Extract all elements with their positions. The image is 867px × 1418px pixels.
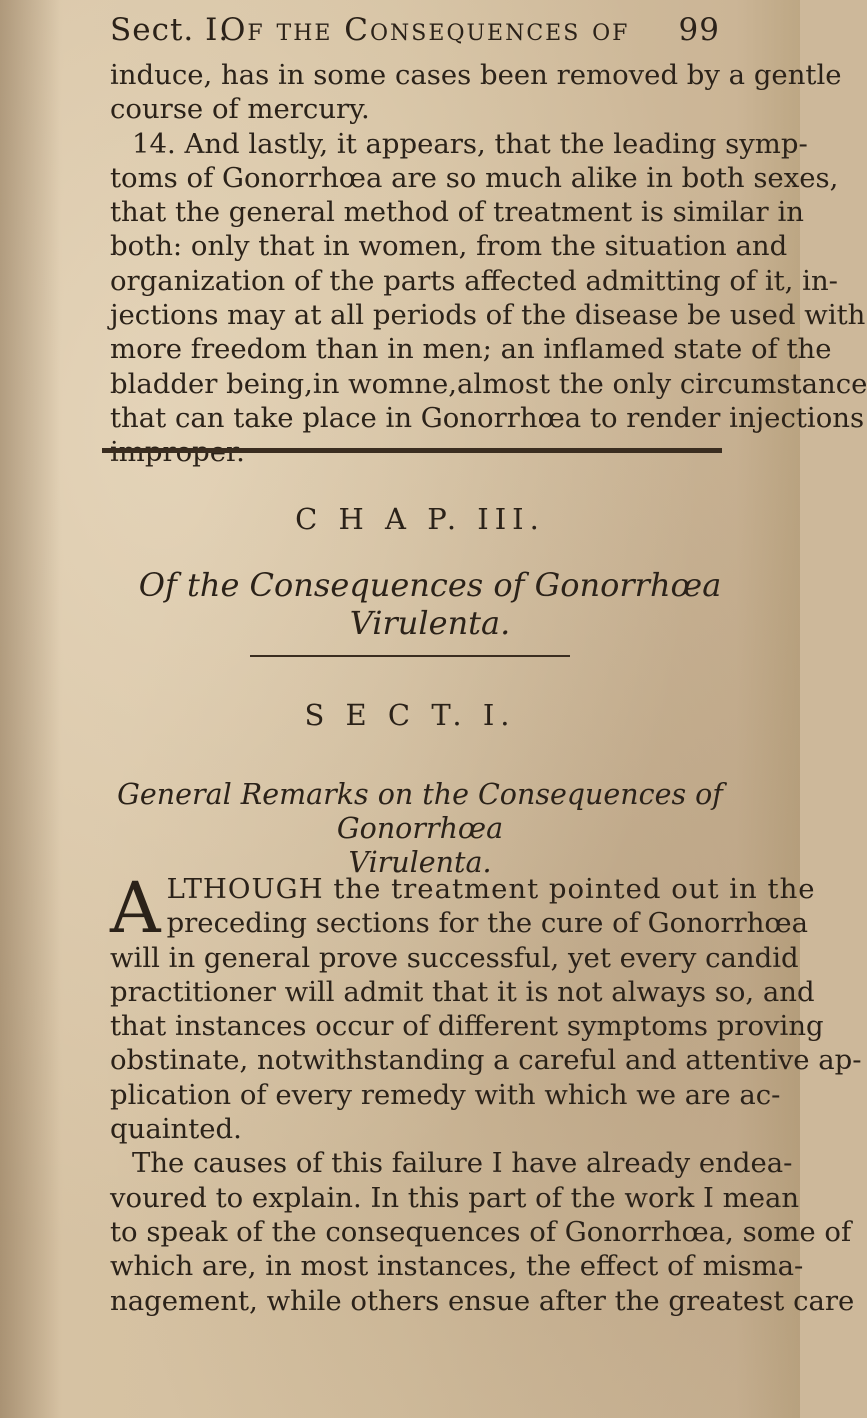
text-line: to speak of the consequences of Gonorrhœa, some of: [110, 1215, 852, 1248]
text-line: toms of Gonorrhœa are so much alike in both sexes,: [110, 161, 839, 194]
section-title-line: Virulenta.: [348, 846, 492, 879]
running-head-section: Sect. I.: [110, 12, 230, 48]
section-divider-rule: [250, 655, 570, 657]
text-line: preceding sections for the cure of Gonorrhœa: [166, 907, 809, 940]
text-line: that can take place in Gonorrhœa to render injections: [110, 401, 865, 434]
text-line: that the general method of treatment is similar in: [110, 196, 804, 229]
chapter-title: Of the Consequences of Gonorrhœa Virulenta.: [138, 566, 722, 642]
text-line: which are, in most instances, the effect of misma-: [110, 1250, 804, 1283]
text-line: induce, has in some cases been removed by a gentle: [110, 59, 842, 91]
page-number: 99: [678, 12, 720, 48]
text-line: plication of every remedy with which we are ac-: [110, 1078, 781, 1111]
chapter-heading: C H A P. III.: [295, 502, 545, 536]
text-line: LTHOUGH the treatment pointed out in the: [166, 873, 816, 905]
section-heading: S E C T. I.: [304, 698, 516, 732]
chapter-divider-rule: [102, 448, 722, 453]
text-line: more freedom than in men; an inflamed state of the: [110, 333, 832, 366]
text-line: The causes of this failure I have already endea-: [132, 1147, 793, 1180]
section-title-line: General Remarks on the Consequences of Gonorrhœa: [117, 778, 723, 845]
text-line: nagement, while others ensue after the greatest care: [110, 1284, 855, 1317]
continued-paragraph: [110, 58, 867, 470]
text-line: that instances occur of different symptoms proving: [110, 1010, 824, 1043]
text-line: will in general prove successful, yet every candid: [110, 941, 799, 974]
running-head-title: Of the Consequences of: [220, 12, 630, 48]
running-head: [110, 12, 720, 56]
text-line: voured to explain. In this part of the work I mean: [110, 1181, 800, 1214]
drop-cap: A: [110, 867, 161, 949]
text-line: 14. And lastly, it appears, that the leading symp-: [132, 127, 808, 160]
text-line: bladder being,in womne,almost the only circumstance: [110, 367, 867, 400]
text-line: course of mercury.: [110, 93, 370, 126]
main-paragraph: [110, 867, 862, 1318]
section-title: [110, 778, 730, 880]
text-line: both: only that in women, from the situation and: [110, 230, 788, 263]
text-line: obstinate, notwithstanding a careful and attentive ap-: [110, 1044, 862, 1077]
text-line: organization of the parts affected admitting of it, in-: [110, 264, 838, 297]
text-line: practitioner will admit that it is not always so, and: [110, 975, 815, 1008]
text-line: quainted.: [110, 1113, 242, 1146]
text-line: jections may at all periods of the disease be used with: [110, 299, 866, 332]
